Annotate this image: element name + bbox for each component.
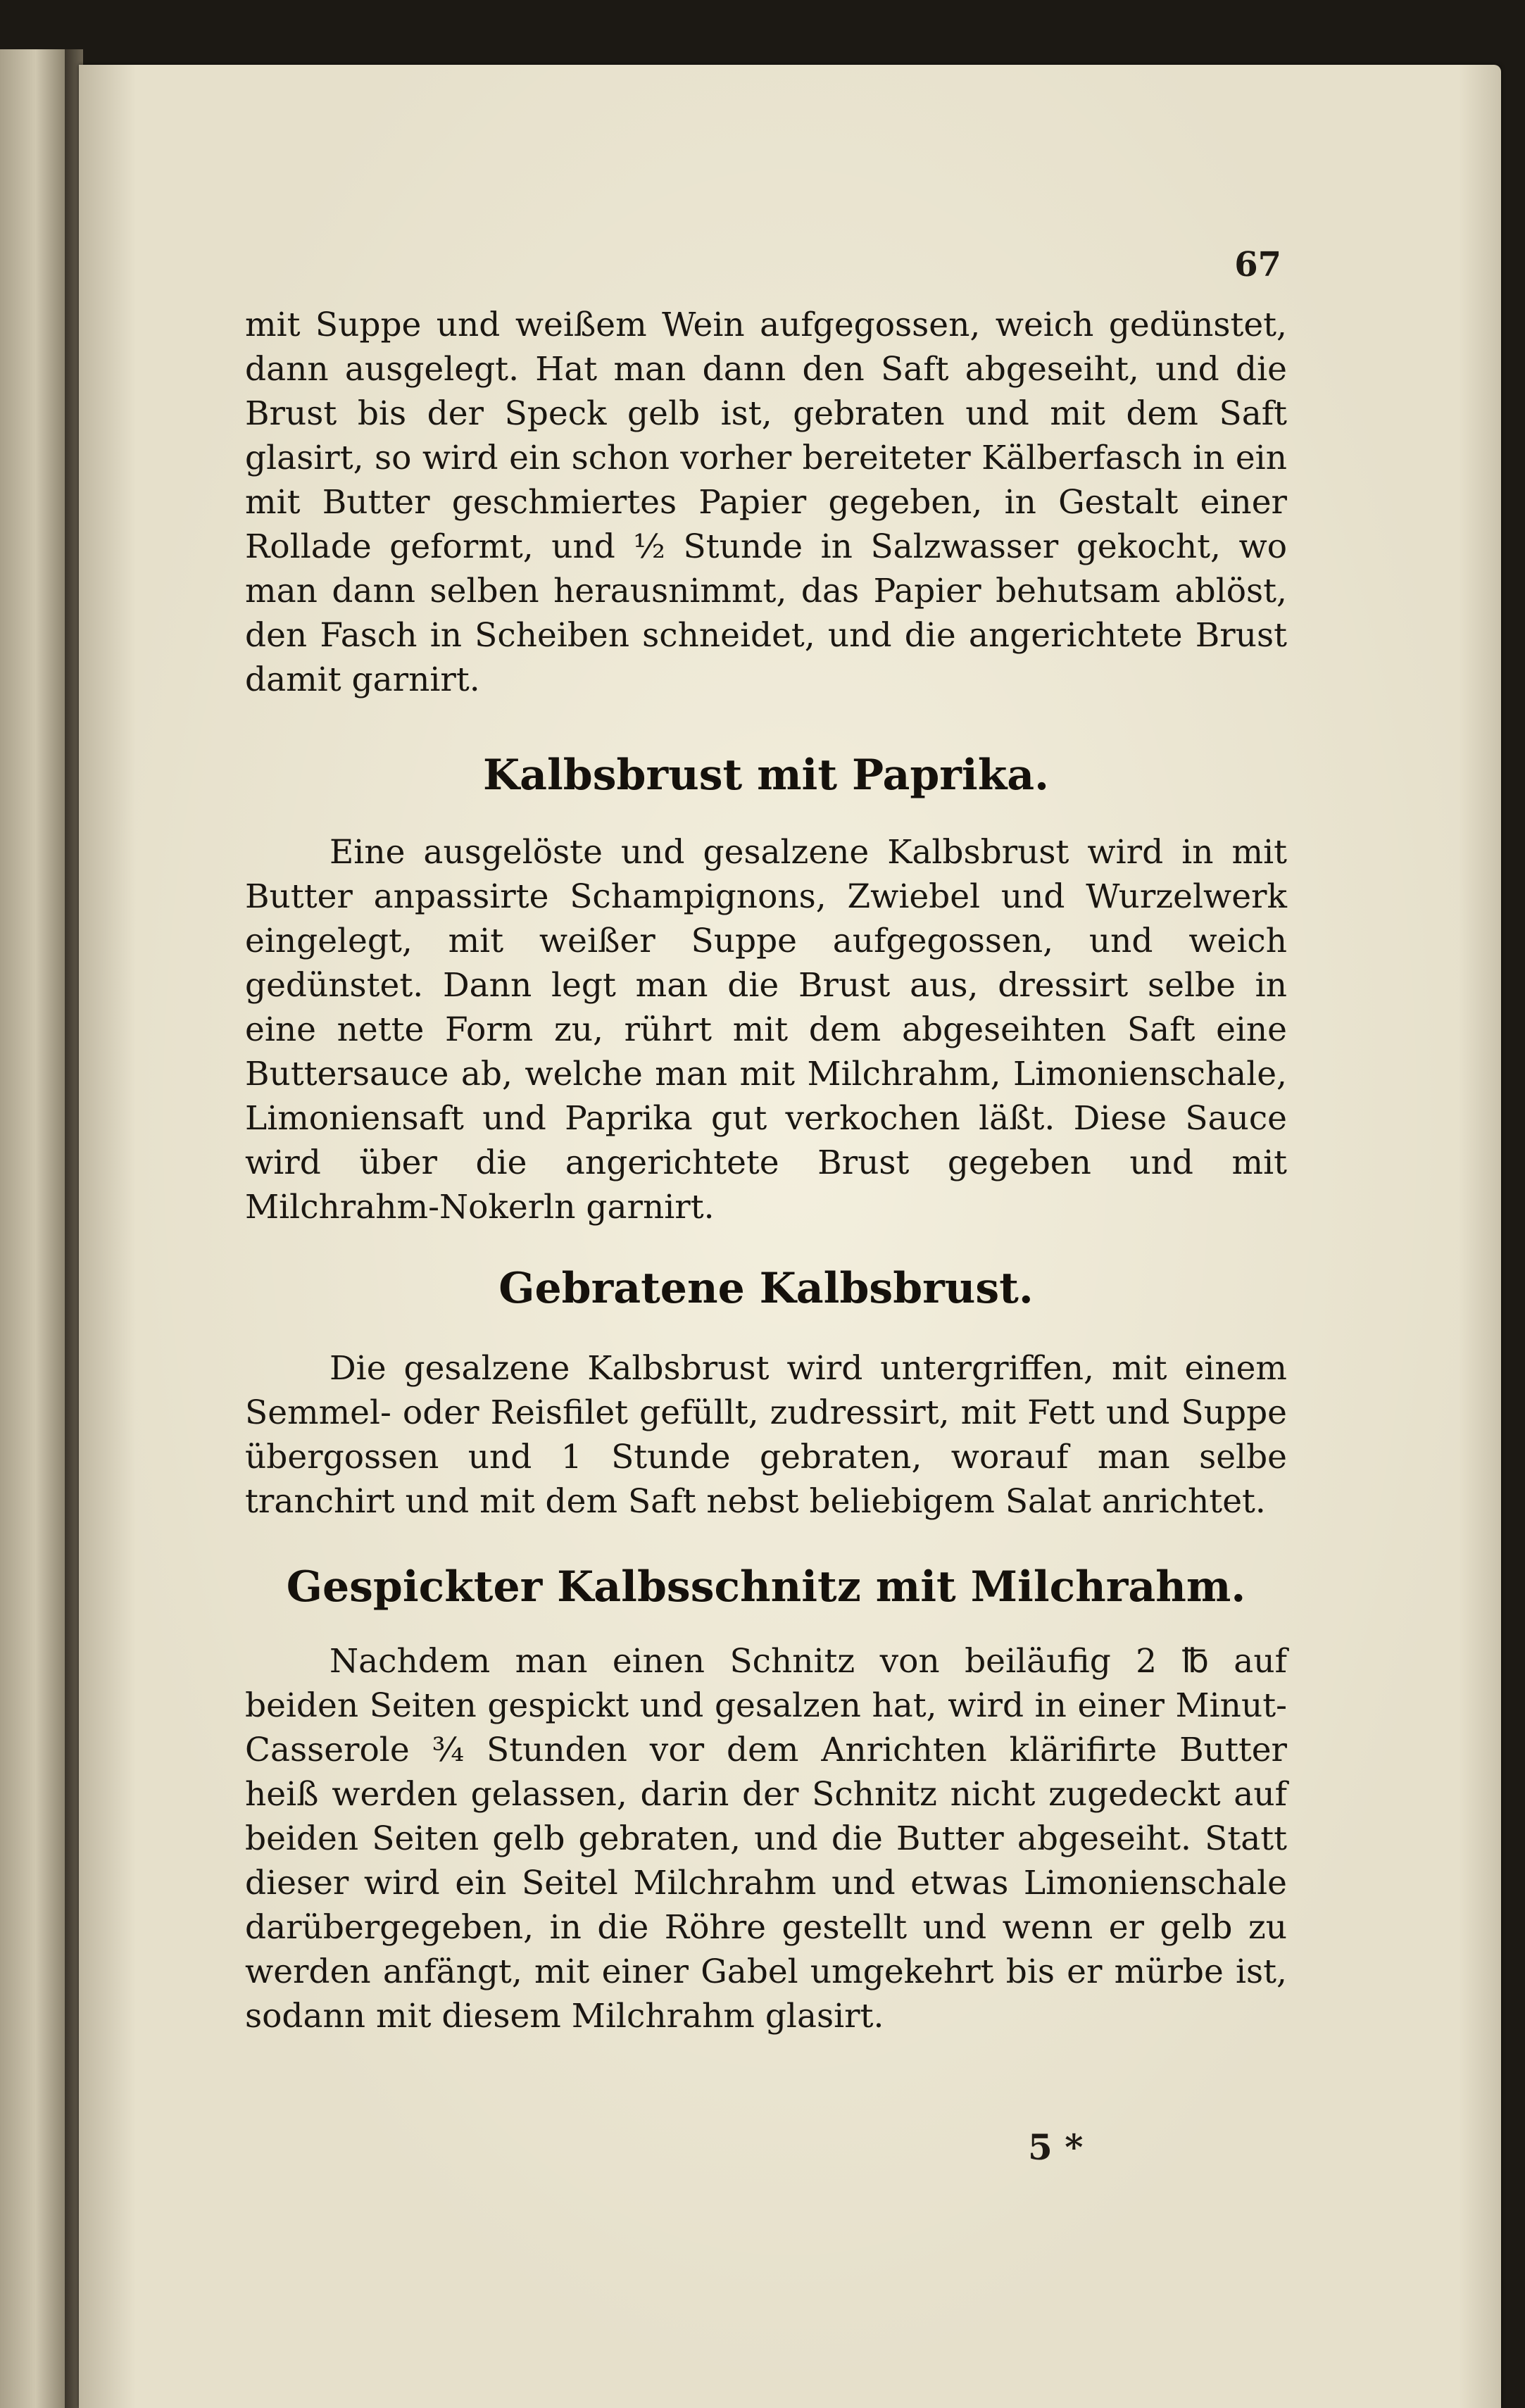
paragraph-intro: mit Suppe und weißem Wein aufgegossen, weich gedünstet, dann ausgelegt. Hat man dann den Saft abgeseiht, und die Brust bis der Speck gelb ist, gebraten und mit dem Saft glasirt, so wird ein schon vorher bereiteter Kälberfasch in ein mit Butter geschmiertes Papier gegeben, in Gestalt einer Rollade geformt, und ½ Stunde in Salzwasser gekocht, wo man dann selben herausnimmt, das Papier behutsam ablöst, den Fasch in Scheiben schneidet, und die angerichtete Brust damit garnirt.	[245, 306, 1287, 699]
page-text	[245, 303, 1287, 2038]
signature-mark: 5 *	[1028, 2126, 1084, 2168]
facing-page-edge	[0, 49, 65, 2408]
page-number: 67	[1234, 245, 1281, 284]
heading-kalbsbrust-paprika: Kalbsbrust mit Paprika.	[482, 751, 1050, 800]
paragraph-paprika: Eine ausgelöste und gesalzene Kalbsbrust wird in mit Butter anpassirte Schampignons, Zwiebel und Wurzelwerk eingelegt, mit weißer Suppe aufgegossen, und weich gedünstet. Dann legt man die Brust aus, dressirt selbe in eine nette Form zu, rührt mit dem abgeseihten Saft eine Buttersauce ab, welche man mit Milchrahm, Limonienschale, Limoniensaft und Paprika gut verkochen läßt. Diese Sauce wird über die angerichtete Brust gegeben und mit Milchrahm-Nokerln garnirt.	[245, 833, 1287, 1227]
paragraph-gebraten: Die gesalzene Kalbsbrust wird untergriffen, mit einem Semmel- oder Reisfilet gefüllt, zudressirt, mit Fett und Suppe übergossen und 1 Stunde gebraten, worauf man selbe tranchirt und mit dem Saft nebst beliebigem Salat anrichtet.	[245, 1349, 1287, 1521]
heading-gebratene-kalbsbrust: Gebratene Kalbsbrust.	[498, 1264, 1034, 1313]
heading-gespickter-kalbsschnitz: Gespickter Kalbsschnitz mit Milchrahm.	[286, 1562, 1246, 1612]
paragraph-gespickt: Nachdem man einen Schnitz von beiläufig 2 ℔ auf beiden Seiten gespickt und gesalzen hat, wird in einer Minut-Casserole ¾ Stunden vor dem Anrichten klärifirte Butter heiß werden gelassen, darin der Schnitz nicht zugedeckt auf beiden Seiten gelb gebraten, und die Butter abgeseiht. Statt dieser wird ein Seitel Milchrahm und etwas Limonienschale darübergegeben, in die Röhre gestellt und wenn er gelb zu werden anfängt, mit einer Gabel umgekehrt bis er mürbe ist, sodann mit diesem Milchrahm glasirt.	[245, 1642, 1287, 2036]
